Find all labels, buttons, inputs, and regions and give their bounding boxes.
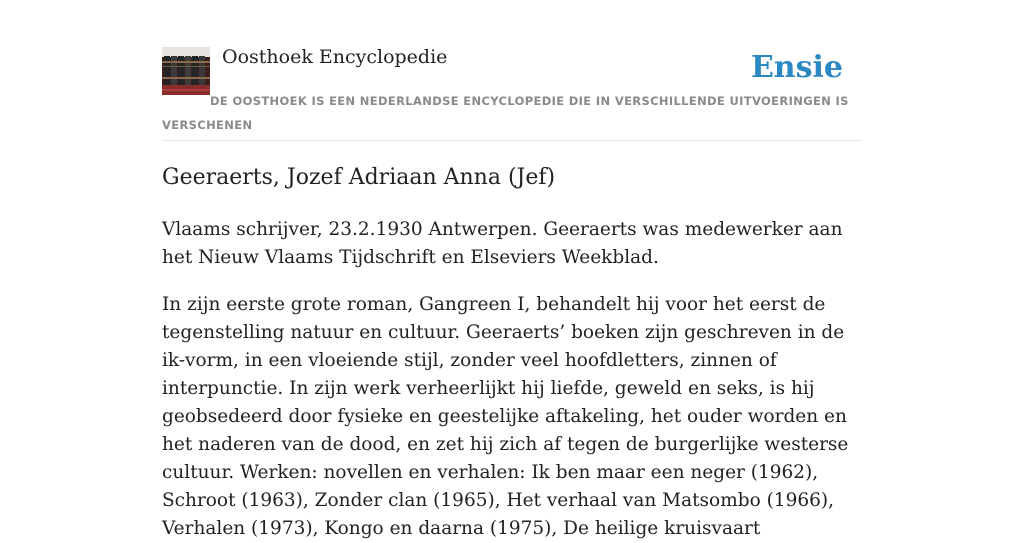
encyclopedia-books-icon[interactable] <box>162 47 210 95</box>
site-tagline: DE OOSTHOEK IS EEN NEDERLANDSE ENCYCLOPEDIE DIE IN VERSCHILLENDE UITVOERINGEN IS VERSCHENEN <box>162 94 849 132</box>
site-header <box>162 0 862 141</box>
site-name-link[interactable]: Oosthoek Encyclopedie <box>222 46 448 68</box>
ensie-logo-link[interactable]: Ensie <box>750 50 843 85</box>
article-title: Geeraerts, Jozef Adriaan Anna (Jef) <box>162 165 556 190</box>
article-paragraph: Vlaams schrijver, 23.2.1930 Antwerpen. Geeraerts was medewerker aan het Nieuw Vlaams Tijdschrift en Elseviers Weekblad. <box>162 219 843 268</box>
article <box>162 160 864 543</box>
article-paragraph: In zijn eerste grote roman, Gangreen I, behandelt hij voor het eerst de tegenstelling natuur en cultuur. Geeraerts’ boeken zijn geschreven in de ik-vorm, in een vloeiende stijl, zonder veel hoofdletters, zinnen of interpunctie. In zijn werk verheerlijkt hij liefde, geweld en seks, is hij geobsedeerd door fysieke en geestelijke aftakeling, het ouder worden en het naderen van de dood, en zet hij zich af tegen de burgerlijke westerse cultuur. Werken: novellen en verhalen: Ik ben maar een neger (1962), Schroot (1963), Zonder clan (1965), Het verhaal van Matsombo (1966), Verhalen (1973), Kongo en daarna (1975), De heilige kruisvaart <box>162 294 849 539</box>
